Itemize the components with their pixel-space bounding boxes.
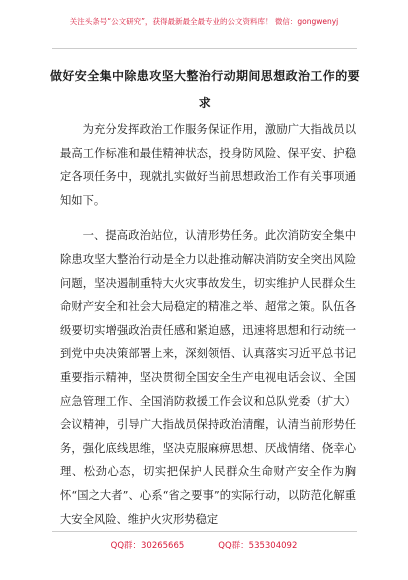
footer-qq-group-1: QQ群：30265665 [110,541,185,551]
paragraph-intro: 为充分发挥政治工作服务保证作用，激励广大指战员以最高工作标准和最佳精神状态，投身防风险、保平安、护稳定各项任务中，现就扎实做好当前思想政治工作有关事项通知如下。 [60,123,356,207]
document-title: 做好安全集中除患攻坚大整治行动期间思想政治工作的要求 [50,69,361,110]
header-divider [52,48,357,49]
header-banner: 关注头条号“公文研究”，获得最新最全最专业的公文资料库！ 微信：gongwenyj [69,17,339,26]
footer-divider [52,531,357,532]
footer-qq-group-2: QQ群：535304092 [218,541,298,551]
paragraph-section-one: 一、提高政治站位，认清形势任务。此次消防安全集中除患攻坚大整治行动是全力以赴推动解决消防安全突出风险问题，坚决遏制重特大火灾事故发生，切实维护人民群众生命财产安全和社会大局稳定的精准之举、超常之策。队伍各级要切实增强政治责任感和紧迫感，迅速将思想和行动统一到党中央决策部署上来，深刻领悟、认真落实习近平总书记重要指示精神，坚决贯彻全国安全生产电视电话会议、全国应急管理工作、全国消防救援工作会议和总队党委（扩大）会议精神，引导广大指战员保持政治清醒，认清当前形势任务，强化底线思维，坚决克服麻痹思想、厌战情绪、侥幸心理、松劲心态，切实把保护人民群众生命财产安全作为胸怀“国之大者”、心系“省之要事”的实际行动，以防范化解重大安全风险、维护火灾形势稳定 [60,229,356,526]
footer-contacts [0,539,408,551]
document-body [60,118,356,531]
